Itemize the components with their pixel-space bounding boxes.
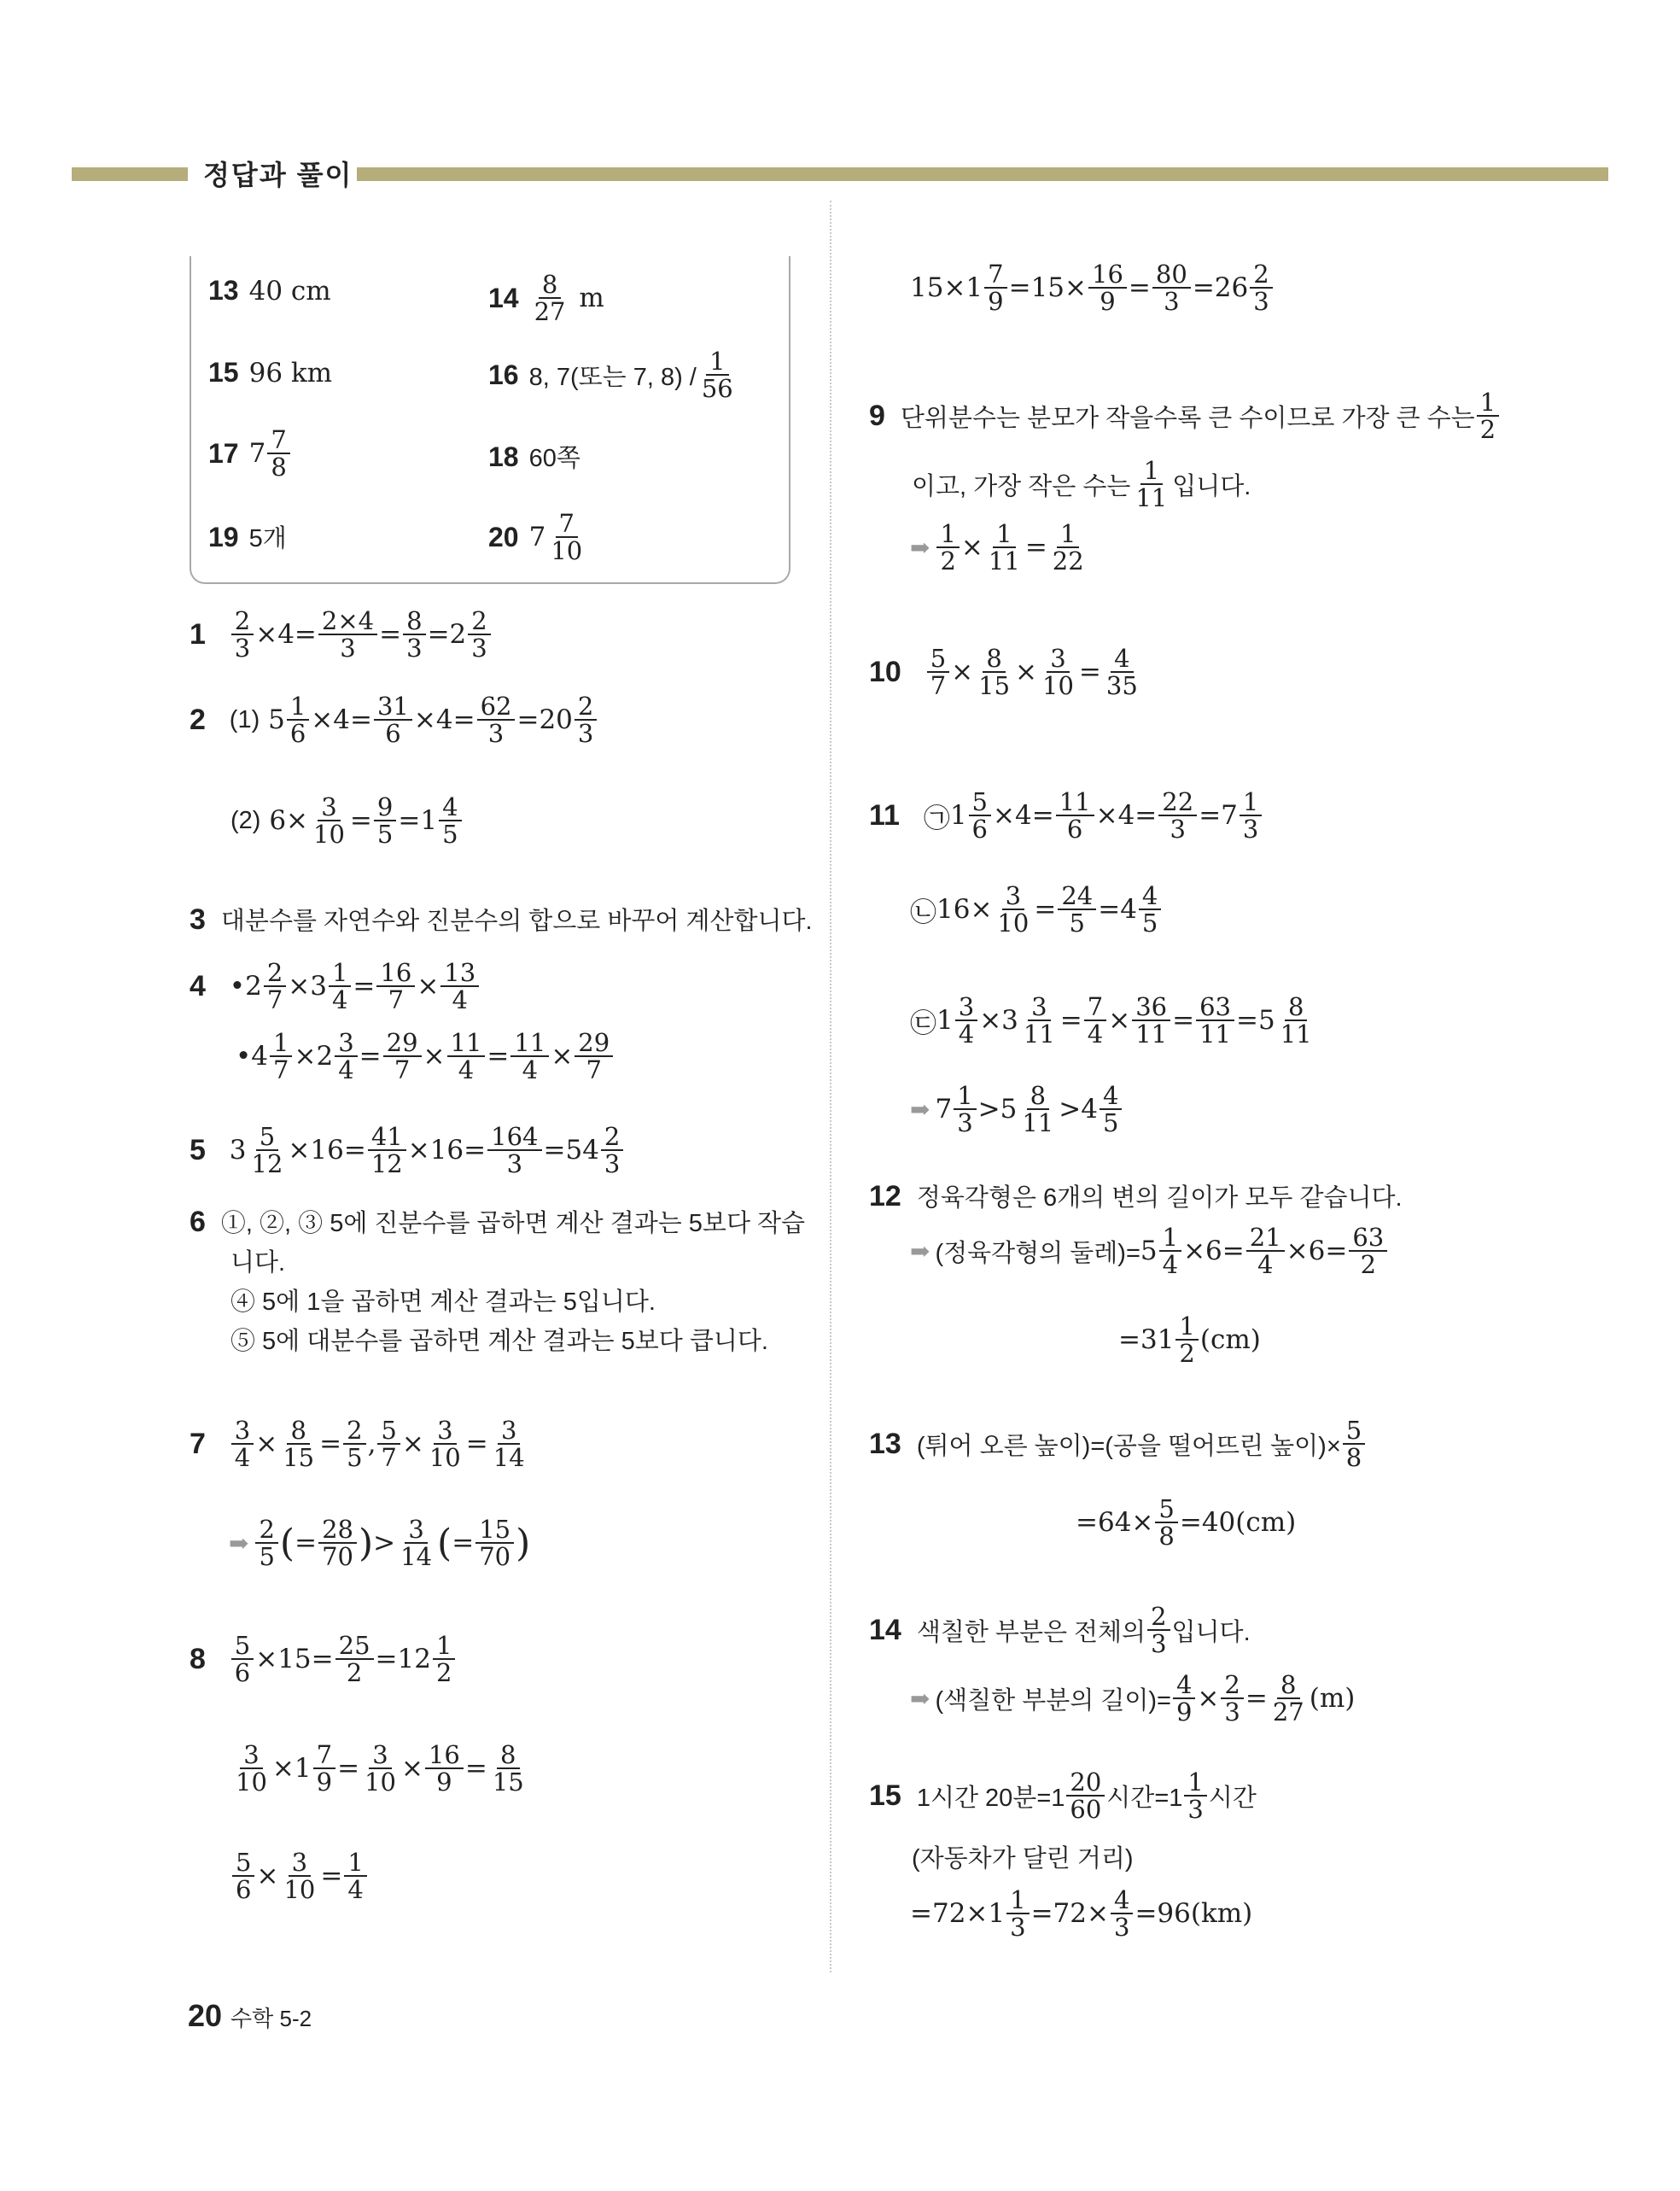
answer-13: 13 40 cm [208, 275, 331, 307]
solution-13-line2: =64× $\frac{5}{8}$ =40(cm) [1076, 1494, 1297, 1551]
solution-6-line4: ⑤ 5에 대분수를 곱하면 계산 결과는 5보다 큽니다. [230, 1328, 768, 1355]
solution-3: 3 대분수를 자연수와 진분수의 합으로 바꾸어 계산합니다. [190, 903, 813, 936]
answer-15: 15 96 km [208, 357, 333, 389]
header-bar-left [72, 167, 188, 181]
solution-7-line2: ➡ $\frac{2}{5}$ (= $\frac{28}{70}$ )> $\frac{3}{14}$ (= $\frac{15}{70}$ ) [229, 1515, 531, 1572]
solution-9-line1: 9 단위분수는 분모가 작을수록 큰 수이므로 가장 큰 수는 $\frac{1}{2}$ [869, 389, 1501, 443]
solution-6-line1: 6 ①, ②, ③ 5에 진분수를 곱하면 계산 결과는 5보다 작습 [190, 1206, 806, 1238]
answer-20: 20 7 $\frac{7}{10}$ [488, 509, 583, 566]
solution-11-compare: ➡ 7 $\frac{1}{3}$ >5 $\frac{8}{11}$ >4 $\frac{4}{5}$ [910, 1083, 1123, 1136]
solution-7-line1: 7 $\frac{3}{4}$ × $\frac{8}{15}$ = $\frac{2}{5}$ , $\frac{5}{7}$ × $\frac{3}{10}$ = $\frac{3}{14}$ [190, 1416, 525, 1473]
page-number: 20 [188, 1998, 223, 2033]
book-title: 수학 5-2 [230, 2006, 312, 2031]
solution-6-line2: 니다. [230, 1249, 286, 1277]
answer-14: 14 $\frac{8}{27}$ m [488, 270, 604, 327]
solution-4-line2: •4 $\frac{1}{7}$ ×2 $\frac{3}{4}$ = $\frac{29}{7}$ × $\frac{11}{4}$ = $\frac{11}{4}$ × $\frac{29}{7}$ [236, 1030, 615, 1084]
solution-11-a: 11 ㉠1 $\frac{5}{6}$ ×4= $\frac{11}{6}$ ×4= $\frac{22}{3}$ =7 $\frac{1}{3}$ [869, 789, 1263, 843]
solution-4-line1: 4 •2 $\frac{2}{7}$ ×3 $\frac{1}{4}$ = $\frac{16}{7}$ × $\frac{13}{4}$ [190, 960, 481, 1014]
answer-19: 19 5개 [208, 522, 287, 552]
answer-17: 17 7 $\frac{7}{8}$ [208, 427, 292, 481]
solution-8-line1: 8 $\frac{5}{6}$ ×15= $\frac{25}{2}$ =12 $\frac{1}{2}$ [190, 1633, 457, 1686]
solution-14-line1: 14 색칠한 부분은 전체의 $\frac{2}{3}$ 입니다. [869, 1602, 1251, 1659]
solution-14-line2: ➡ (색칠한 부분의 길이)= $\frac{4}{9}$ × $\frac{2}{3}$ = $\frac{8}{27}$ (m) [910, 1670, 1356, 1727]
solution-10: 10 $\frac{5}{7}$ × $\frac{8}{15}$ × $\frac{3}{10}$ = $\frac{4}{35}$ [869, 644, 1138, 701]
solution-1: 1 $\frac{2}{3}$ ×4= $\frac{2\times 4}{3}$ = $\frac{8}{3}$ =2 $\frac{2}{3}$ [190, 608, 493, 662]
solution-12-line2: ➡ (정육각형의 둘레)=5 $\frac{1}{4}$ ×6= $\frac{21}{4}$ ×6= $\frac{63}{2}$ [910, 1224, 1389, 1278]
solution-15-line1: 15 1시간 20분=1 $\frac{20}{60}$ 시간=1 $\frac{1}{3}$ 시간 [869, 1767, 1257, 1825]
solution-2-part2: (2) 6× $\frac{3}{10}$ = $\frac{9}{5}$ =1 $\frac{4}{5}$ [230, 794, 464, 848]
solution-9-line3: ➡ $\frac{1}{2}$ × $\frac{1}{11}$ = $\frac{1}{22}$ [910, 519, 1084, 576]
solution-8-line2: $\frac{3}{10}$ ×1 $\frac{7}{9}$ = $\frac{3}{10}$ × $\frac{16}{9}$ = $\frac{8}{15}$ [236, 1740, 524, 1797]
solution-15-line2: (자동차가 달린 거리) [912, 1845, 1134, 1873]
page-footer [188, 1998, 312, 2034]
solution-11-c: ㉢1 $\frac{3}{4}$ ×3 $\frac{3}{11}$ = $\frac{7}{4}$ × $\frac{36}{11}$ = $\frac{63}{11}$ =5 $\frac{8}{11}$ [910, 992, 1312, 1049]
header-title: 정답과 풀이 [203, 160, 353, 190]
solution-15-line3: =72×1 $\frac{1}{3}$ =72× $\frac{4}{3}$ =96(km) [910, 1885, 1253, 1943]
answer-16: 16 8, 7(또는 7, 8) / $\frac{1}{56}$ [488, 347, 733, 404]
answer-18: 18 60쪽 [488, 441, 580, 472]
solution-8-line4: 15×1 $\frac{7}{9}$ =15× $\frac{16}{9}$ = $\frac{80}{3}$ =26 $\frac{2}{3}$ [910, 261, 1275, 315]
column-divider [830, 201, 831, 1972]
solution-12-line1: 12 정육각형은 6개의 변의 길이가 모두 같습니다. [869, 1180, 1403, 1212]
solution-11-b: ㉡16× $\frac{3}{10}$ = $\frac{24}{5}$ =4 $\frac{4}{5}$ [910, 883, 1163, 937]
solution-13-line1: 13 (튀어 오른 높이)=(공을 떨어뜨린 높이)× $\frac{5}{8}$ [869, 1417, 1367, 1471]
header-bar-right [357, 167, 1608, 181]
solution-6-line3: ④ 5에 1을 곱하면 계산 결과는 5입니다. [230, 1288, 656, 1316]
solution-2-part1: 2 (1) 5 $\frac{1}{6}$ ×4= $\frac{31}{6}$ ×4= $\frac{62}{3}$ =20 $\frac{2}{3}$ [190, 693, 598, 747]
solution-8-line3: $\frac{5}{6}$ × $\frac{3}{10}$ = $\frac{1}{4}$ [230, 1849, 369, 1903]
solution-5: 5 3 $\frac{5}{12}$ ×16= $\frac{41}{12}$ ×16= $\frac{164}{3}$ =54 $\frac{2}{3}$ [190, 1124, 625, 1177]
solution-9-line2: 이고, 가장 작은 수는 $\frac{1}{11}$ 입니다. [912, 456, 1251, 513]
solution-12-line3: =31 $\frac{1}{2}$ (cm) [1118, 1312, 1261, 1369]
